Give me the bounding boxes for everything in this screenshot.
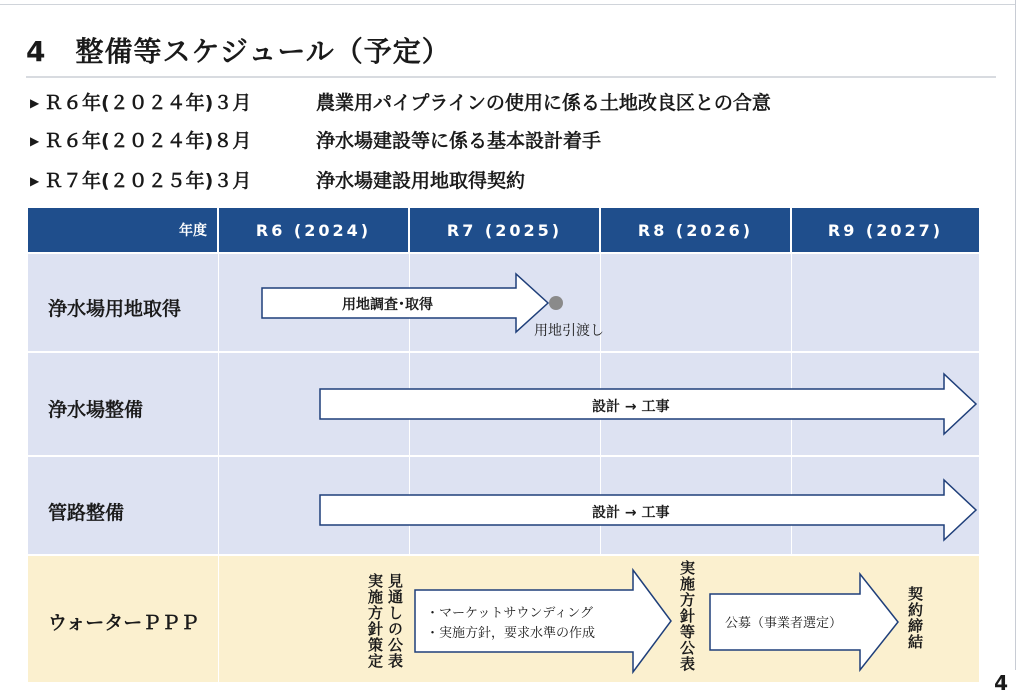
row-label-plant: 浄水場整備 <box>48 399 144 421</box>
ppp-sounding-line2: ・実施方針，要求水準の作成 <box>426 626 596 641</box>
bullet-text: 浄水場建設用地取得契約 <box>316 170 526 192</box>
bullet-text: 農業用パイプラインの使用に係る土地改良区との合意 <box>316 92 771 114</box>
row-label-land: 浄水場用地取得 <box>48 298 182 320</box>
grid-hline <box>28 554 979 556</box>
triangle-bullet-icon: ▶ <box>30 96 40 110</box>
land-arrow-label: 用地調査･取得 <box>342 297 433 313</box>
pipe-arrow-label: 設計 → 工事 <box>592 505 670 521</box>
slide-top-border <box>0 4 1016 5</box>
bullet-item <box>30 166 525 193</box>
ppp-sounding-line1: ・マーケットサウンディング <box>426 606 594 621</box>
bullet-date: Ｒ６年(２０２４年)３月 <box>44 92 252 114</box>
bullet-date: Ｒ７年(２０２５年)３月 <box>44 170 252 192</box>
bullet-item <box>30 126 601 153</box>
ppp-milestone-contract: 契約締結 <box>906 586 924 650</box>
bullet-text: 浄水場建設等に係る基本設計着手 <box>316 130 602 152</box>
row-label-ppp: ウォーターＰＰＰ <box>48 612 200 634</box>
ppp-milestone-policy: 実施方針策定 <box>366 573 384 669</box>
ppp-milestone-announce: 見通しの公表 <box>386 573 404 669</box>
grid-vline <box>218 254 219 682</box>
bullet-item <box>30 88 771 115</box>
header-year-r9: R9 (2027) <box>792 208 979 252</box>
ppp-tender-label: 公募（事業者選定） <box>725 616 843 631</box>
grid-hline <box>28 351 979 353</box>
ppp-milestone-publish: 実施方針等公表 <box>678 560 696 672</box>
page-title: 4 整備等スケジュール（予定） <box>26 35 451 68</box>
page-number: 4 <box>994 671 1008 695</box>
header-year-label: 年度 <box>28 208 217 252</box>
triangle-bullet-icon: ▶ <box>30 134 40 148</box>
milestone-dot <box>549 296 563 310</box>
slide-right-border <box>1015 0 1016 670</box>
row-label-pipe: 管路整備 <box>48 502 125 524</box>
milestone-label: 用地引渡し <box>534 323 604 339</box>
schedule-table <box>28 208 979 682</box>
triangle-bullet-icon: ▶ <box>30 174 40 188</box>
grid-hline <box>28 455 979 457</box>
plant-arrow-label: 設計 → 工事 <box>592 399 670 415</box>
header-year-r8: R8 (2026) <box>601 208 790 252</box>
title-rule <box>26 76 996 78</box>
header-year-r7: R7 (2025) <box>410 208 599 252</box>
ppp-arrow-sounding <box>413 568 673 674</box>
header-year-r6: R6 (2024) <box>219 208 408 252</box>
bullet-date: Ｒ６年(２０２４年)８月 <box>44 130 252 152</box>
